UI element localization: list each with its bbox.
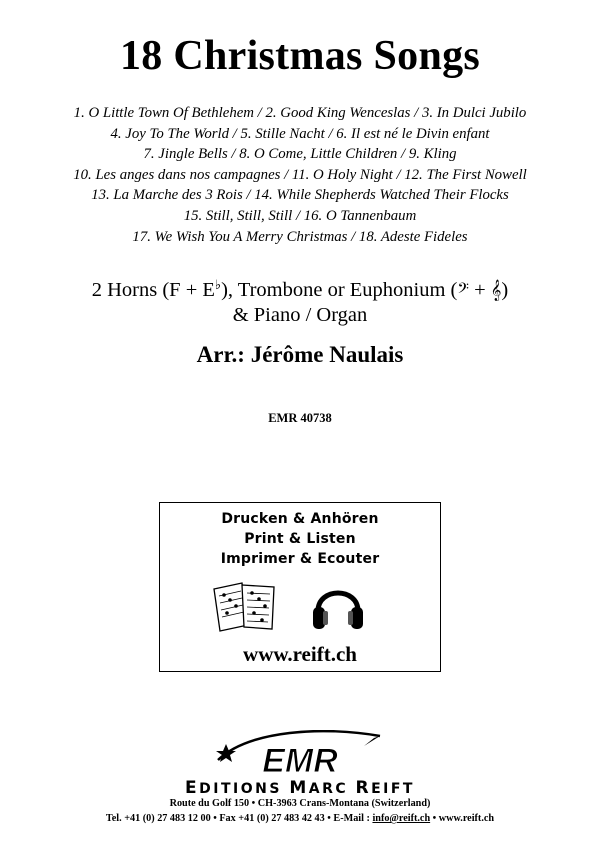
song-list-line: 17. We Wish You A Merry Christmas / 18. Adeste Fideles [132, 228, 468, 245]
print-listen-box [159, 502, 441, 672]
song-list [0, 103, 600, 247]
song-list-line: 13. La Marche des 3 Rois / 14. While Shepherds Watched Their Flocks [91, 187, 509, 204]
instrumentation [0, 272, 600, 328]
publisher-address: Route du Golf 150 • CH-3963 Crans-Montana (Switzerland) [169, 798, 431, 809]
emr-logo [204, 730, 394, 778]
box-line-german: Drucken & Anhören [221, 511, 379, 527]
bass-clef-icon: 𝄢 [457, 280, 469, 301]
instrumentation-text: + [468, 279, 491, 301]
publisher-name: EDITIONS MARC REIFT [185, 778, 415, 798]
song-list-line: 7. Jingle Bells / 8. O Come, Little Children / 9. Kling [143, 146, 457, 163]
instrumentation-line-2: & Piano / Organ [232, 304, 368, 326]
publisher-contact: Tel. +41 (0) 27 483 12 00 • Fax +41 (0) 27 483 42 43 • E-Mail : info@reift.ch • www.reift.ch [105, 813, 495, 824]
song-list-line: 1. O Little Town Of Bethlehem / 2. Good King Wenceslas / 3. In Dulci Jubilo [73, 105, 527, 121]
song-list-line: 15. Still, Still, Still / 16. O Tannenbaum [183, 207, 417, 224]
instrumentation-line-1 [0, 272, 600, 303]
box-line-french: Imprimer & Ecouter [220, 551, 380, 567]
catalog-number: EMR 40738 [268, 411, 332, 425]
logo-text: EMR [262, 742, 338, 778]
instrumentation-text: ), Trombone or Euphonium ( [221, 279, 458, 301]
instrumentation-text: 2 Horns (F + E [91, 279, 215, 301]
song-list-line: 4. Joy To The World / 5. Stille Nacht / 6. Il est né le Divin enfant [110, 125, 490, 142]
box-website-link[interactable]: www.reift.ch [243, 642, 357, 666]
song-list-line: 10. Les anges dans nos campagnes / 11. O Holy Night / 12. The First Nowell [73, 166, 527, 183]
treble-clef-icon: 𝄞 [490, 280, 502, 301]
instrumentation-text: ) [501, 279, 509, 301]
arranger: Arr.: Jérôme Naulais [196, 342, 404, 367]
headphones-icon [310, 577, 366, 635]
sheet-music-icon [212, 579, 282, 633]
email-link[interactable]: info@reift.ch [372, 813, 431, 824]
flat-sign-icon: ♭ [214, 277, 222, 292]
page-title: 18 Christmas Songs [119, 33, 481, 79]
box-line-english: Print & Listen [244, 531, 356, 547]
